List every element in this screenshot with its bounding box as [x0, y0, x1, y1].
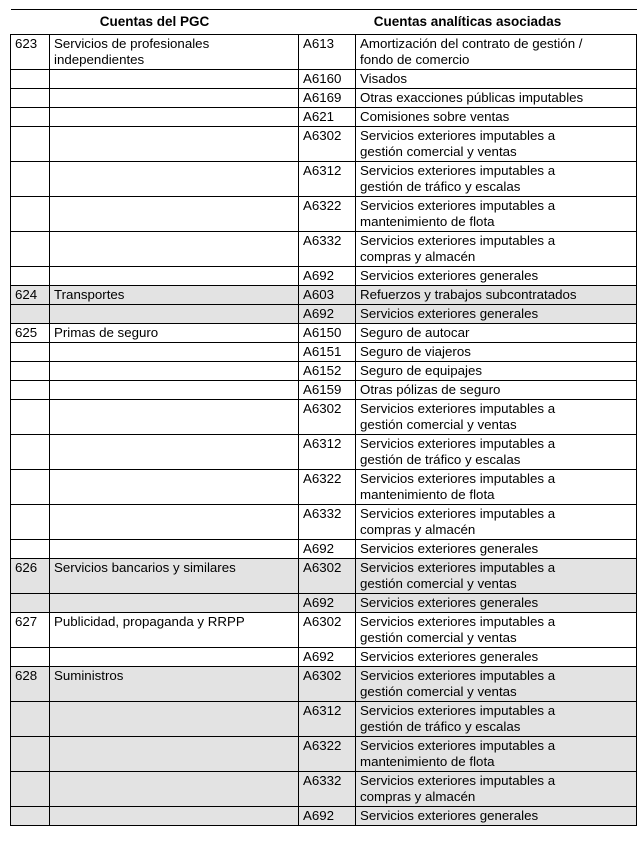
analytic-description-line: Servicios exteriores imputables a — [360, 233, 556, 248]
table-row — [11, 400, 637, 435]
analytic-description-cell — [356, 381, 637, 400]
table-row — [11, 737, 637, 772]
analytic-code-cell: A6160 — [299, 70, 356, 89]
pgc-name-cell — [50, 343, 299, 362]
analytic-description-line: Servicios exteriores imputables a — [360, 436, 556, 451]
pgc-code-cell — [11, 648, 50, 667]
analytic-code-cell: A6312 — [299, 162, 356, 197]
pgc-name-cell — [50, 559, 299, 594]
analytic-code-cell: A6152 — [299, 362, 356, 381]
pgc-name-line: Publicidad, propaganda y RRPP — [54, 614, 245, 629]
analytic-description-cell — [356, 505, 637, 540]
analytic-description-cell — [356, 400, 637, 435]
pgc-code-cell — [11, 232, 50, 267]
pgc-name-cell — [50, 702, 299, 737]
analytic-description-line: Otras exacciones públicas imputables — [360, 90, 584, 105]
pgc-name-cell — [50, 267, 299, 286]
analytic-description-line: compras y almacén — [360, 522, 476, 537]
analytic-description-cell — [356, 362, 637, 381]
pgc-name-cell — [50, 400, 299, 435]
analytic-code-cell: A6332 — [299, 232, 356, 267]
pgc-code-cell: 624 — [11, 286, 50, 305]
pgc-code-cell — [11, 343, 50, 362]
analytic-description-cell — [356, 772, 637, 807]
pgc-name-cell — [50, 772, 299, 807]
table-row — [11, 267, 637, 286]
analytic-description-line: gestión de tráfico y escalas — [360, 719, 521, 734]
analytic-description-line: Amortización del contrato de gestión / — [360, 36, 583, 51]
analytic-description-line: gestión comercial y ventas — [360, 684, 517, 699]
pgc-code-cell — [11, 702, 50, 737]
analytic-description-line: Servicios exteriores generales — [360, 595, 539, 610]
table-row — [11, 667, 637, 702]
analytic-code-cell: A6322 — [299, 737, 356, 772]
analytic-description-line: Seguro de autocar — [360, 325, 470, 340]
pgc-name-cell — [50, 127, 299, 162]
analytic-description-line: mantenimiento de flota — [360, 214, 495, 229]
analytic-code-cell: A692 — [299, 807, 356, 826]
analytic-description-line: Servicios exteriores imputables a — [360, 163, 556, 178]
pgc-name-cell — [50, 162, 299, 197]
pgc-code-cell — [11, 470, 50, 505]
pgc-name-line: Transportes — [54, 287, 125, 302]
analytic-description-line: gestión comercial y ventas — [360, 576, 517, 591]
analytic-code-cell: A692 — [299, 648, 356, 667]
pgc-code-cell — [11, 594, 50, 613]
analytic-code-cell: A6312 — [299, 702, 356, 737]
analytic-description-line: Otras pólizas de seguro — [360, 382, 501, 397]
pgc-code-cell — [11, 540, 50, 559]
analytic-description-line: Servicios exteriores generales — [360, 268, 539, 283]
analytic-description-cell — [356, 343, 637, 362]
analytic-description-cell — [356, 70, 637, 89]
pgc-name-cell — [50, 232, 299, 267]
analytic-code-cell: A621 — [299, 108, 356, 127]
table-row — [11, 381, 637, 400]
pgc-code-cell — [11, 737, 50, 772]
pgc-code-cell — [11, 381, 50, 400]
pgc-code-cell — [11, 807, 50, 826]
analytic-description-cell — [356, 559, 637, 594]
analytic-description-line: Seguro de viajeros — [360, 344, 471, 359]
table-row — [11, 807, 637, 826]
analytic-description-line: mantenimiento de flota — [360, 754, 495, 769]
analytic-description-cell — [356, 324, 637, 343]
pgc-name-line: Servicios de profesionales — [54, 36, 210, 51]
analytic-description-line: Servicios exteriores generales — [360, 808, 539, 823]
table-row — [11, 305, 637, 324]
pgc-name-cell — [50, 540, 299, 559]
analytic-description-cell — [356, 737, 637, 772]
pgc-code-cell — [11, 162, 50, 197]
pgc-name-cell — [50, 648, 299, 667]
pgc-code-cell — [11, 435, 50, 470]
analytic-description-line: Servicios exteriores generales — [360, 541, 539, 556]
analytic-description-line: Servicios exteriores imputables a — [360, 198, 556, 213]
pgc-code-cell: 628 — [11, 667, 50, 702]
analytic-description-line: Servicios exteriores generales — [360, 306, 539, 321]
analytic-description-line: Visados — [360, 71, 408, 86]
table-row — [11, 470, 637, 505]
pgc-code-cell: 627 — [11, 613, 50, 648]
analytic-code-cell: A6302 — [299, 400, 356, 435]
analytic-description-cell — [356, 667, 637, 702]
analytic-description-cell — [356, 108, 637, 127]
pgc-code-cell: 625 — [11, 324, 50, 343]
table-row — [11, 343, 637, 362]
analytic-description-line: Servicios exteriores imputables a — [360, 560, 556, 575]
pgc-name-cell — [50, 324, 299, 343]
table-row — [11, 162, 637, 197]
pgc-name-line: independientes — [54, 52, 145, 67]
table-row — [11, 70, 637, 89]
pgc-name-cell — [50, 594, 299, 613]
analytic-code-cell: A6322 — [299, 470, 356, 505]
analytic-code-cell: A6302 — [299, 667, 356, 702]
analytic-description-cell — [356, 267, 637, 286]
table-row — [11, 540, 637, 559]
pgc-code-cell — [11, 70, 50, 89]
analytic-code-cell: A613 — [299, 35, 356, 70]
analytic-description-line: Servicios exteriores imputables a — [360, 614, 556, 629]
pgc-name-cell — [50, 613, 299, 648]
pgc-name-line: Servicios bancarios y similares — [54, 560, 236, 575]
analytic-description-line: Servicios exteriores imputables a — [360, 471, 556, 486]
analytic-code-cell: A6332 — [299, 505, 356, 540]
analytic-description-line: Servicios exteriores imputables a — [360, 773, 556, 788]
analytic-description-line: compras y almacén — [360, 789, 476, 804]
table-row — [11, 559, 637, 594]
table-body — [11, 35, 637, 826]
pgc-name-cell — [50, 505, 299, 540]
pgc-code-cell — [11, 362, 50, 381]
pgc-name-cell — [50, 667, 299, 702]
table-row — [11, 108, 637, 127]
table-row — [11, 613, 637, 648]
analytic-description-cell — [356, 162, 637, 197]
analytic-code-cell: A6322 — [299, 197, 356, 232]
analytic-description-cell — [356, 613, 637, 648]
pgc-name-cell — [50, 89, 299, 108]
pgc-code-cell — [11, 305, 50, 324]
table-row — [11, 324, 637, 343]
analytic-description-cell — [356, 807, 637, 826]
analytic-description-line: Servicios exteriores generales — [360, 649, 539, 664]
pgc-name-cell — [50, 362, 299, 381]
analytic-code-cell: A6302 — [299, 613, 356, 648]
analytic-description-line: Comisiones sobre ventas — [360, 109, 510, 124]
analytic-description-line: Servicios exteriores imputables a — [360, 703, 556, 718]
table-row — [11, 435, 637, 470]
analytic-description-line: Servicios exteriores imputables a — [360, 401, 556, 416]
table-row — [11, 197, 637, 232]
analytic-description-cell — [356, 702, 637, 737]
analytic-description-line: gestión comercial y ventas — [360, 417, 517, 432]
analytic-description-line: mantenimiento de flota — [360, 487, 495, 502]
analytic-description-cell — [356, 435, 637, 470]
analytic-description-cell — [356, 470, 637, 505]
pgc-code-cell — [11, 267, 50, 286]
analytic-description-line: Servicios exteriores imputables a — [360, 738, 556, 753]
analytic-description-line: compras y almacén — [360, 249, 476, 264]
analytic-description-line: Servicios exteriores imputables a — [360, 506, 556, 521]
pgc-name-line: Primas de seguro — [54, 325, 159, 340]
analytic-description-line: Servicios exteriores imputables a — [360, 668, 556, 683]
pgc-name-cell — [50, 35, 299, 70]
header-pgc-accounts: Cuentas del PGC — [11, 10, 299, 35]
pgc-name-cell — [50, 70, 299, 89]
pgc-code-cell — [11, 108, 50, 127]
pgc-code-cell — [11, 89, 50, 108]
analytic-description-line: gestión de tráfico y escalas — [360, 179, 521, 194]
analytic-description-cell — [356, 35, 637, 70]
analytic-description-cell — [356, 232, 637, 267]
header-analytic-accounts: Cuentas analíticas asociadas — [299, 10, 637, 35]
analytic-code-cell: A6332 — [299, 772, 356, 807]
table-row — [11, 286, 637, 305]
analytic-description-cell — [356, 305, 637, 324]
analytic-code-cell: A6312 — [299, 435, 356, 470]
analytic-description-cell — [356, 89, 637, 108]
analytic-description-cell — [356, 648, 637, 667]
analytic-description-line: Seguro de equipajes — [360, 363, 482, 378]
table-row — [11, 232, 637, 267]
table-row — [11, 772, 637, 807]
table-row — [11, 648, 637, 667]
table-row — [11, 594, 637, 613]
table-row — [11, 702, 637, 737]
analytic-description-line: gestión comercial y ventas — [360, 630, 517, 645]
pgc-name-cell — [50, 286, 299, 305]
analytic-code-cell: A6150 — [299, 324, 356, 343]
table-row — [11, 505, 637, 540]
pgc-name-cell — [50, 737, 299, 772]
pgc-name-cell — [50, 435, 299, 470]
analytic-description-line: Refuerzos y trabajos subcontratados — [360, 287, 577, 302]
pgc-name-cell — [50, 470, 299, 505]
analytic-description-cell — [356, 540, 637, 559]
analytic-description-cell — [356, 127, 637, 162]
analytic-description-cell — [356, 286, 637, 305]
pgc-name-cell — [50, 197, 299, 232]
pgc-name-cell — [50, 108, 299, 127]
analytic-code-cell: A692 — [299, 594, 356, 613]
pgc-code-cell — [11, 197, 50, 232]
analytic-description-cell — [356, 197, 637, 232]
analytic-code-cell: A692 — [299, 540, 356, 559]
analytic-code-cell: A6169 — [299, 89, 356, 108]
analytic-description-line: gestión de tráfico y escalas — [360, 452, 521, 467]
table-row — [11, 362, 637, 381]
pgc-code-cell — [11, 400, 50, 435]
analytic-code-cell: A6151 — [299, 343, 356, 362]
pgc-code-cell: 623 — [11, 35, 50, 70]
analytic-description-line: fondo de comercio — [360, 52, 470, 67]
pgc-name-cell — [50, 807, 299, 826]
analytic-description-cell — [356, 594, 637, 613]
table-row — [11, 89, 637, 108]
table-row — [11, 127, 637, 162]
pgc-name-cell — [50, 305, 299, 324]
analytic-code-cell: A603 — [299, 286, 356, 305]
analytic-description-line: gestión comercial y ventas — [360, 144, 517, 159]
pgc-name-line: Suministros — [54, 668, 124, 683]
analytic-code-cell: A692 — [299, 267, 356, 286]
pgc-code-cell — [11, 127, 50, 162]
analytic-code-cell: A6159 — [299, 381, 356, 400]
table-row — [11, 35, 637, 70]
table-header — [11, 10, 637, 35]
analytic-code-cell: A692 — [299, 305, 356, 324]
analytic-code-cell: A6302 — [299, 127, 356, 162]
pgc-name-cell — [50, 381, 299, 400]
pgc-code-cell: 626 — [11, 559, 50, 594]
pgc-code-cell — [11, 505, 50, 540]
pgc-code-cell — [11, 772, 50, 807]
accounts-table — [10, 9, 637, 826]
analytic-code-cell: A6302 — [299, 559, 356, 594]
analytic-description-line: Servicios exteriores imputables a — [360, 128, 556, 143]
